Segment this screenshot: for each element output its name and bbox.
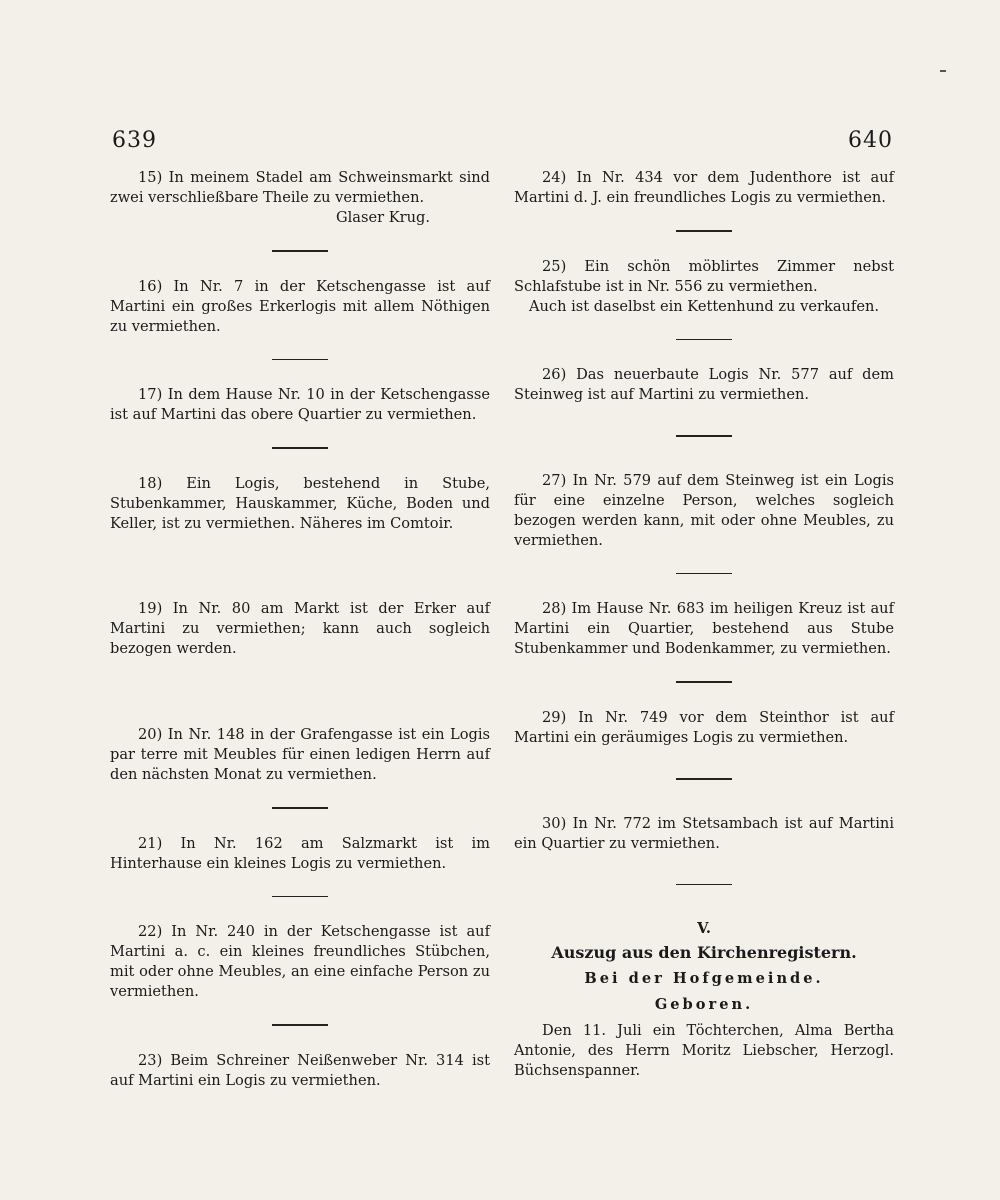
ad-entry: 30) In Nr. 772 im Stetsambach ist auf Martini ein Quartier zu vermiethen. [514,814,894,852]
separator-rule [676,435,732,437]
ad-entry: 20) In Nr. 148 in der Grafengasse ist ein Logis par terre mit Meubles für einen ledigen Herrn auf den nächsten Monat zu vermiethen. [110,725,490,783]
separator-rule [676,884,732,886]
separator-rule [676,573,732,575]
ad-entry: 23) Beim Schreiner Neißenweber Nr. 314 ist auf Martini ein Logis zu vermiethen. [110,1051,490,1089]
ad-entry: 26) Das neuerbaute Logis Nr. 577 auf dem Steinweg ist auf Martini zu vermiethen. [514,366,894,404]
separator-rule [272,250,328,252]
ad-entry: 25) Ein schön möblirtes Zimmer nebst Schlafstube ist in Nr. 556 zu vermiethen. [514,257,894,295]
page-number-right: 640 [848,128,893,153]
right-column [514,168,894,1081]
separator-rule [272,1024,328,1026]
ad-entry-extra: Auch ist daselbst ein Kettenhund zu verkaufen. [528,297,879,315]
ad-entry: 21) In Nr. 162 am Salzmarkt ist im Hinterhause ein kleines Logis zu vermiethen. [110,834,490,872]
ad-entry: 15) In meinem Stadel am Schweinsmarkt sind zwei verschließbare Theile zu vermiethen. [110,169,490,206]
section-heading: Geboren. [654,996,754,1014]
separator-rule [676,339,732,341]
ad-entry: 17) In dem Hause Nr. 10 in der Ketschengasse ist auf Martini das obere Quartier zu vermiethen. [110,386,490,424]
separator-rule [272,807,328,809]
section-numeral: V. [697,920,711,938]
ad-entry: 27) In Nr. 579 auf dem Steinweg ist ein Logis für eine einzelne Person, welches sogleich bezogen werden kann, mit oder ohne Meubles, zu vermiethen. [514,471,894,549]
ad-entry: 16) In Nr. 7 in der Ketschengasse ist auf Martini ein großes Erkerlogis mit allem Nöthigen zu vermiethen. [110,277,490,335]
separator-rule [272,896,328,898]
separator-rule [272,447,328,449]
section-title: Auszug aus den Kirchenregistern. [551,943,857,963]
page-number-left: 639 [112,128,157,153]
ad-entry: 22) In Nr. 240 in der Ketschengasse ist auf Martini a. c. ein kleines freundliches Stübchen, mit oder ohne Meubles, an eine einfache Person zu vermiethen. [110,923,490,1001]
ad-entry: 24) In Nr. 434 vor dem Judenthore ist auf Martini d. J. ein freundliches Logis zu vermiethen. [514,169,894,206]
ad-signature: Glaser Krug. [335,209,430,226]
separator-rule [676,230,732,232]
section-subtitle: Bei der Hofgemeinde. [584,970,824,988]
separator-rule [272,359,328,361]
left-column [110,168,490,1091]
separator-rule [676,681,732,683]
ad-entry: 18) Ein Logis, bestehend in Stube, Stubenkammer, Hauskammer, Küche, Boden und Keller, ist zu vermiethen. Näheres im Comtoir. [110,474,490,532]
register-entry: Den 11. Juli ein Töchterchen, Alma Bertha Antonie, des Herrn Moritz Liebscher, Herzogl. Büchsenspanner. [514,1022,894,1080]
separator-rule [676,778,732,780]
print-speck [940,70,946,72]
ad-entry: 28) Im Hause Nr. 683 im heiligen Kreuz ist auf Martini ein Quartier, bestehend aus Stube Stubenkammer und Bodenkammer, zu vermiethen. [514,600,894,658]
ad-entry: 29) In Nr. 749 vor dem Steinthor ist auf Martini ein geräumiges Logis zu vermiethen. [514,708,894,746]
ad-entry: 19) In Nr. 80 am Markt ist der Erker auf Martini zu vermiethen; kann auch sogleich bezogen werden. [110,600,490,658]
